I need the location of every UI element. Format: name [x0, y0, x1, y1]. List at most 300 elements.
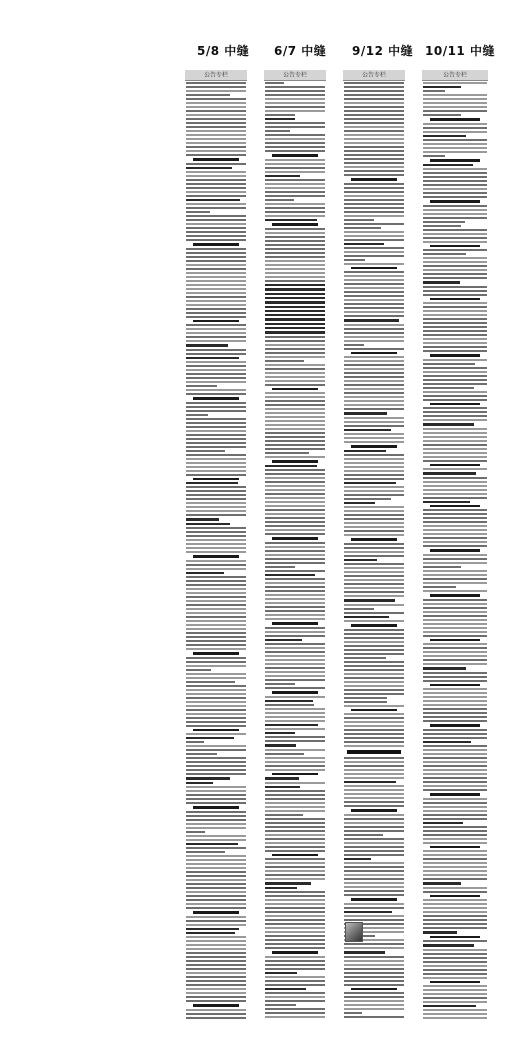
text-line: [423, 607, 487, 609]
text-line: [186, 689, 246, 691]
text-line: [423, 375, 487, 377]
text-line: [272, 854, 318, 857]
text-line: [186, 916, 246, 918]
text-line: [186, 794, 246, 796]
text-line: [265, 336, 325, 338]
text-line: [423, 850, 487, 852]
text-line: [423, 123, 487, 125]
text-line: [186, 466, 246, 468]
text-line: [344, 972, 404, 974]
text-line: [186, 336, 246, 338]
text-line: [344, 599, 395, 601]
text-line: [265, 1004, 296, 1006]
text-line: [265, 838, 325, 840]
text-line: [344, 894, 404, 896]
text-line: [265, 749, 325, 751]
text-line: [344, 191, 404, 193]
text-line: [344, 102, 404, 104]
text-line: [351, 267, 397, 270]
text-line: [423, 221, 465, 223]
text-line: [186, 231, 246, 233]
text-line: [265, 501, 325, 503]
text-line: [265, 521, 325, 523]
text-line: [344, 693, 404, 695]
text-line: [344, 1000, 404, 1002]
text-line: [265, 643, 325, 645]
text-line: [344, 275, 404, 277]
text-line: [344, 287, 404, 289]
text-line: [186, 142, 246, 144]
text-line: [265, 191, 325, 193]
text-line: [423, 257, 487, 259]
text-line: [186, 191, 246, 193]
text-line: [344, 677, 404, 679]
text-line: [344, 818, 404, 820]
text-line: [186, 871, 246, 873]
text-line: [423, 977, 487, 979]
text-line: [344, 547, 404, 549]
text-line: [186, 924, 246, 926]
text-line: [186, 86, 246, 88]
text-line: [344, 134, 404, 136]
text-line: [430, 464, 480, 467]
text-line: [186, 130, 246, 132]
text-line: [344, 319, 399, 321]
text-line: [344, 911, 392, 913]
text-line: [265, 870, 325, 872]
page-label-5-8: 5/8 中缝: [197, 44, 250, 58]
text-line: [344, 502, 375, 504]
text-line: [423, 346, 487, 348]
text-line: [423, 814, 487, 816]
text-line: [344, 657, 386, 659]
text-line: [423, 969, 487, 971]
text-line: [265, 802, 325, 804]
text-line: [186, 984, 246, 986]
text-line: [423, 415, 487, 417]
text-line: [186, 308, 246, 310]
text-line: [265, 310, 325, 312]
text-line: [344, 814, 404, 816]
text-line: [186, 721, 246, 723]
text-line: [186, 903, 246, 905]
text-line: [265, 1012, 325, 1014]
text-line: [186, 956, 246, 958]
text-line: [344, 992, 404, 994]
text-line: [186, 1009, 246, 1011]
text-line: [186, 879, 246, 881]
text-line: [265, 481, 325, 483]
text-line: [423, 631, 487, 633]
text-line: [344, 425, 404, 427]
text-line: [265, 554, 325, 556]
text-line: [186, 863, 246, 865]
text-line: [186, 988, 246, 990]
text-line: [344, 332, 404, 334]
text-line: [186, 827, 246, 829]
text-line: [186, 547, 246, 549]
text-line: [344, 466, 404, 468]
text-line: [193, 806, 239, 809]
text-line: [344, 86, 404, 88]
text-line: [186, 737, 234, 739]
text-line: [423, 489, 487, 491]
text-line: [265, 590, 325, 592]
text-line: [265, 769, 325, 771]
text-line: [423, 822, 463, 824]
text-line: [423, 318, 487, 320]
text-line: [344, 591, 404, 593]
text-line: [344, 587, 404, 589]
text-line: [344, 98, 404, 100]
text-line: [430, 895, 480, 898]
text-line: [265, 972, 297, 974]
text-line: [423, 806, 487, 808]
text-line: [265, 915, 325, 917]
text-line: [423, 367, 487, 369]
text-line: [423, 521, 487, 523]
text-line: [186, 867, 246, 869]
text-line: [186, 543, 246, 545]
text-line: [186, 709, 246, 711]
text-line: [265, 456, 325, 458]
text-line: [344, 705, 404, 707]
text-line: [423, 785, 487, 787]
text-line: [423, 188, 487, 190]
text-line: [430, 159, 480, 162]
text-line: [344, 187, 404, 189]
text-line: [265, 988, 306, 990]
text-line: [272, 622, 318, 625]
text-line: [344, 482, 396, 484]
text-line: [265, 1008, 325, 1010]
text-line: [186, 292, 246, 294]
text-line: [344, 227, 381, 229]
notice-bold-title: [347, 750, 401, 754]
text-line: [265, 428, 325, 430]
text-line: [423, 139, 487, 141]
text-line: [423, 290, 487, 292]
text-line: [423, 302, 487, 304]
text-line: [186, 713, 246, 715]
text-line: [344, 964, 404, 966]
text-line: [186, 920, 246, 922]
text-line: [423, 854, 487, 856]
text-line: [265, 106, 325, 108]
text-line: [265, 818, 325, 820]
text-line: [186, 725, 246, 727]
text-line: [430, 549, 480, 552]
text-line: [344, 490, 404, 492]
text-line: [265, 448, 325, 450]
text-line: [265, 163, 325, 165]
text-line: [344, 408, 404, 410]
text-line: [193, 397, 239, 400]
text-line: [265, 790, 325, 792]
text-line: [344, 830, 404, 832]
text-line: [265, 939, 325, 941]
text-line: [186, 802, 246, 804]
text-line: [265, 806, 325, 808]
text-line: [344, 567, 404, 569]
text-line: [423, 866, 487, 868]
notice-column-10-11: [422, 70, 488, 1020]
text-line: [423, 399, 487, 401]
text-line: [186, 304, 246, 306]
text-line: [186, 138, 246, 140]
text-line: [423, 1013, 487, 1015]
text-line: [344, 773, 404, 775]
text-line: [344, 741, 404, 743]
text-line: [423, 842, 487, 844]
text-line: [423, 545, 487, 547]
text-line: [423, 688, 487, 690]
text-line: [423, 741, 471, 743]
text-line: [344, 721, 404, 723]
text-line: [423, 761, 487, 763]
text-line: [423, 574, 487, 576]
text-line: [265, 671, 325, 673]
text-line: [265, 412, 325, 414]
text-line: [423, 541, 487, 543]
text-line: [423, 603, 487, 605]
text-line: [265, 834, 325, 836]
text-line: [423, 635, 487, 637]
notice-column-9-12: [343, 70, 405, 1020]
text-line: [344, 392, 404, 394]
text-line: [186, 175, 246, 177]
text-line: [186, 964, 246, 966]
text-line: [423, 537, 487, 539]
text-line: [344, 458, 404, 460]
text-line: [186, 980, 246, 982]
text-line: [430, 298, 480, 301]
text-line: [423, 1001, 487, 1003]
text-line: [423, 90, 445, 92]
text-line: [186, 576, 246, 578]
text-line: [186, 430, 246, 432]
text-line: [344, 1016, 404, 1018]
text-line: [344, 429, 391, 431]
text-line: [423, 330, 487, 332]
text-line: [344, 400, 404, 402]
text-line: [423, 965, 487, 967]
text-line: [186, 490, 246, 492]
text-line: [186, 624, 246, 626]
text-line: [344, 142, 404, 144]
text-line: [344, 608, 374, 610]
text-line: [265, 436, 325, 438]
text-line: [186, 773, 246, 775]
text-line: [186, 171, 246, 173]
text-line: [344, 996, 404, 998]
text-line: [186, 316, 246, 318]
text-line: [186, 681, 235, 683]
text-line: [423, 940, 487, 942]
text-line: [186, 446, 246, 448]
text-line: [344, 154, 404, 156]
text-line: [265, 348, 325, 350]
text-line: [344, 737, 404, 739]
text-line: [265, 891, 325, 893]
text-line: [423, 802, 487, 804]
text-line: [344, 951, 385, 953]
text-line: [265, 219, 317, 221]
text-line: [423, 891, 487, 893]
text-line: [423, 647, 487, 649]
text-line: [265, 138, 325, 140]
text-line: [423, 86, 461, 88]
text-line: [265, 830, 325, 832]
text-line: [344, 376, 404, 378]
text-line: [186, 600, 246, 602]
text-line: [186, 146, 246, 148]
text-line: [186, 932, 235, 934]
text-line: [186, 835, 246, 837]
text-line: [423, 818, 487, 820]
text-line: [186, 110, 246, 112]
text-line: [423, 310, 487, 312]
text-line: [193, 158, 239, 161]
text-line: [265, 323, 325, 325]
text-line: [344, 219, 374, 221]
text-line: [344, 494, 404, 496]
text-line: [430, 403, 480, 406]
text-line: [344, 441, 404, 443]
text-line: [344, 781, 396, 783]
text-line: [186, 389, 246, 391]
text-line: [344, 404, 404, 406]
text-line: [186, 560, 246, 562]
text-line: [344, 834, 383, 836]
text-line: [423, 155, 445, 157]
text-line: [344, 360, 404, 362]
text-line: [186, 256, 246, 258]
text-line: [423, 769, 487, 771]
text-line: [344, 559, 377, 561]
text-line: [186, 531, 246, 533]
text-line: [186, 442, 246, 444]
text-line: [265, 195, 325, 197]
text-line: [186, 883, 246, 885]
text-line: [344, 874, 404, 876]
text-line: [423, 205, 487, 207]
text-line: [344, 777, 404, 779]
text-line: [186, 811, 246, 813]
text-line: [423, 753, 487, 755]
text-line: [186, 669, 211, 671]
text-line: [423, 1017, 487, 1019]
text-line: [186, 438, 246, 440]
text-line: [344, 757, 404, 759]
text-line: [265, 424, 325, 426]
page-label-10-11: 10/11 中缝: [425, 44, 495, 58]
text-line: [423, 209, 487, 211]
text-line: [351, 538, 397, 541]
text-line: [344, 130, 404, 132]
text-line: [344, 866, 404, 868]
text-line: [423, 359, 487, 361]
text-line: [344, 697, 387, 699]
text-line: [186, 410, 246, 412]
text-line: [186, 1017, 246, 1019]
text-line: [423, 704, 487, 706]
text-line: [423, 391, 487, 393]
text-line: [186, 677, 246, 679]
text-line: [423, 720, 487, 722]
text-line: [186, 819, 246, 821]
text-line: [423, 172, 487, 174]
text-line: [430, 505, 480, 508]
text-line: [344, 850, 404, 852]
text-line: [344, 421, 404, 423]
text-line: [265, 240, 325, 242]
text-line: [186, 498, 246, 500]
text-line: [423, 456, 487, 458]
text-line: [423, 663, 487, 665]
text-line: [423, 314, 487, 316]
text-line: [265, 187, 325, 189]
text-line: [423, 798, 487, 800]
text-line: [186, 749, 246, 751]
text-line: [344, 575, 404, 577]
text-line: [423, 151, 487, 153]
text-line: [344, 882, 404, 884]
text-line: [186, 264, 246, 266]
text-line: [344, 199, 404, 201]
text-line: [423, 599, 487, 601]
text-line: [186, 187, 246, 189]
text-line: [430, 354, 480, 357]
text-line: [265, 858, 325, 860]
text-line: [344, 689, 404, 691]
text-line: [186, 406, 246, 408]
text-line: [186, 741, 204, 743]
text-line: [423, 590, 487, 592]
text-line: [265, 947, 325, 949]
text-line: [344, 311, 404, 313]
text-line: [344, 462, 404, 464]
text-line: [423, 949, 487, 951]
text-line: [423, 692, 487, 694]
text-line: [272, 537, 318, 540]
text-line: [344, 412, 387, 414]
text-line: [423, 436, 487, 438]
text-line: [344, 166, 404, 168]
text-line: [344, 336, 404, 338]
text-line: [186, 972, 246, 974]
text-line: [186, 952, 246, 954]
text-line: [423, 440, 487, 442]
text-line: [265, 895, 325, 897]
text-line: [265, 432, 325, 434]
text-line: [423, 411, 487, 413]
text-line: [423, 529, 487, 531]
text-line: [344, 478, 404, 480]
text-line: [265, 728, 325, 730]
text-line: [186, 944, 246, 946]
text-line: [186, 179, 246, 181]
text-line: [344, 324, 404, 326]
text-line: [344, 701, 387, 703]
text-line: [186, 693, 246, 695]
text-line: [186, 875, 246, 877]
text-line: [265, 207, 325, 209]
text-line: [265, 211, 325, 213]
text-line: [186, 996, 246, 998]
text-line: [186, 183, 246, 185]
text-line: [423, 957, 487, 959]
